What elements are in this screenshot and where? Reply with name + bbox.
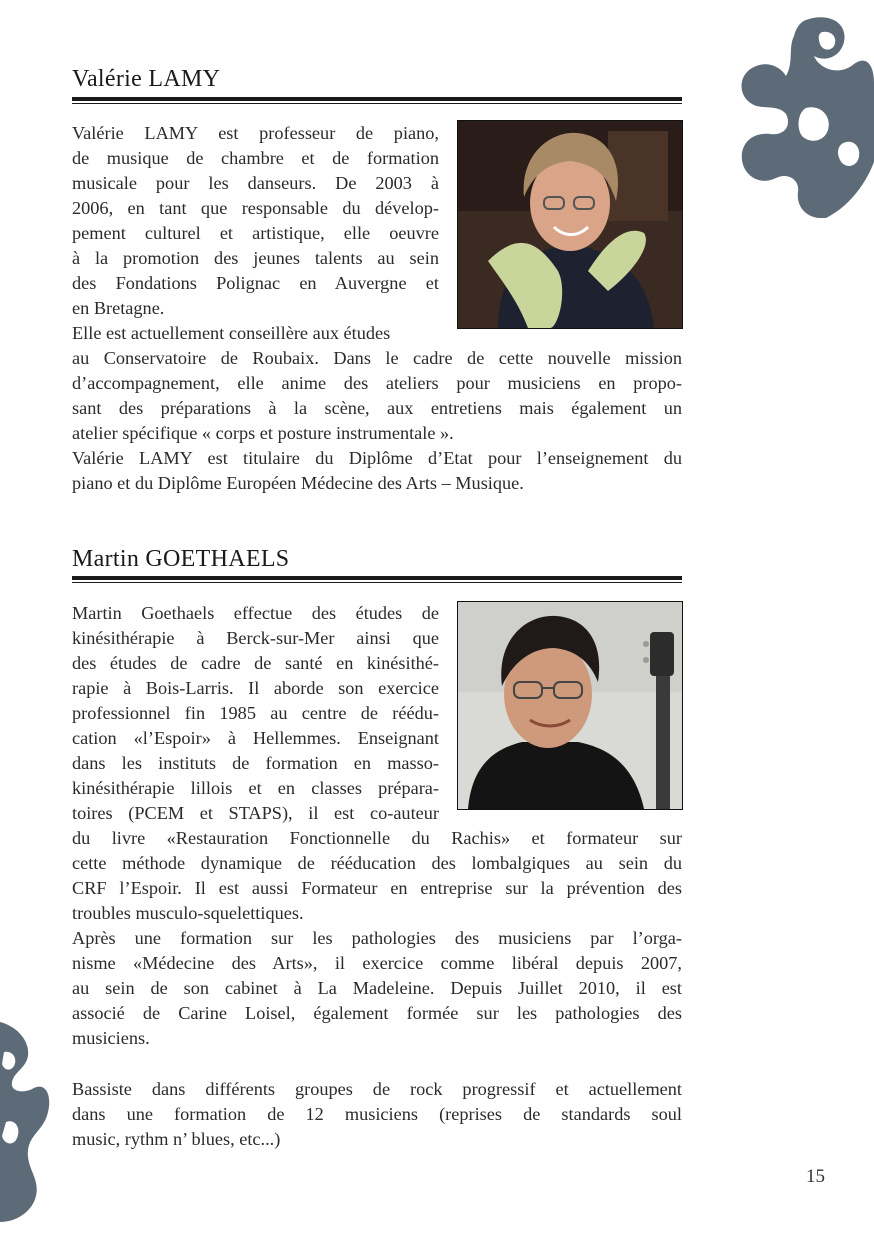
bio-line: à la promotion des jeunes talents au sein: [72, 248, 439, 268]
bio-line: musiciens.: [72, 1028, 150, 1048]
bio-line: music, rythm n’ blues, etc...): [72, 1129, 281, 1149]
title-rule: [72, 576, 682, 583]
section-title: Martin GOETHAELS: [72, 546, 290, 572]
bio-line: d’accompagnement, elle anime des ateliers pour musiciens en propo-: [72, 373, 682, 393]
bio-line: du livre «Restauration Fonctionnelle du Rachis» et formateur sur: [72, 828, 682, 848]
bio-line: Elle est actuellement conseillère aux études: [72, 323, 391, 343]
bio-line: atelier spécifique « corps et posture instrumentale ».: [72, 423, 454, 443]
bio-line: Martin Goethaels effectue des études de: [72, 603, 439, 623]
bio-line: des Fondations Polignac en Auvergne et: [72, 273, 439, 293]
bio-line: professionnel fin 1985 au centre de réédu-: [72, 703, 439, 723]
martin-goethaels-photo: [457, 601, 683, 810]
section-title: Valérie LAMY: [72, 66, 221, 92]
bio-line: piano et du Diplôme Européen Médecine des Arts – Musique.: [72, 473, 524, 493]
bio-line: dans une formation de 12 musiciens (reprises de standards soul: [72, 1104, 682, 1124]
bio-line: Bassiste dans différents groupes de rock progressif et actuellement: [72, 1079, 682, 1099]
bio-line: au sein de son cabinet à La Madeleine. Depuis Juillet 2010, il est: [72, 978, 682, 998]
bio-line: kinésithérapie lillois et en classes prépara-: [72, 778, 439, 798]
bio-line: nisme «Médecine des Arts», il exercice comme libéral depuis 2007,: [72, 953, 682, 973]
page-number: 15: [806, 1166, 825, 1187]
bio-line: pement culturel et artistique, elle oeuvre: [72, 223, 439, 243]
bio-line: musicale pour les danseurs. De 2003 à: [72, 173, 439, 193]
bio-line: associé de Carine Loisel, également formée sur les pathologies des: [72, 1003, 682, 1023]
title-rule: [72, 97, 682, 104]
bio-line: des études de cadre de santé en kinésithé-: [72, 653, 439, 673]
ornament-top-right: [736, 12, 874, 218]
bio-line: rapie à Bois-Larris. Il aborde son exercice: [72, 678, 439, 698]
bio-line: kinésithérapie à Berck-sur-Mer ainsi que: [72, 628, 439, 648]
bio-line: toires (PCEM et STAPS), il est co-auteur: [72, 803, 439, 823]
bio-line: en Bretagne.: [72, 298, 165, 318]
bio-line: Valérie LAMY est titulaire du Diplôme d’Etat pour l’enseignement du: [72, 448, 682, 468]
bio-line: sant des préparations à la scène, aux entretiens mais également un: [72, 398, 682, 418]
valerie-lamy-photo: [457, 120, 683, 329]
bio-line: Après une formation sur les pathologies des musiciens par l’orga-: [72, 928, 682, 948]
bio-line: cette méthode dynamique de rééducation des lombalgiques au sein du: [72, 853, 682, 873]
ornament-bottom-left: [0, 1022, 52, 1222]
bio-line: CRF l’Espoir. Il est aussi Formateur en entreprise sur la prévention des: [72, 878, 682, 898]
bio-line: Valérie LAMY est professeur de piano,: [72, 123, 439, 143]
bio-line: 2006, en tant que responsable du dévelop-: [72, 198, 439, 218]
bio-line: troubles musculo-squelettiques.: [72, 903, 304, 923]
bio-line: de musique de chambre et de formation: [72, 148, 439, 168]
bio-line: cation «l’Espoir» à Hellemmes. Enseignant: [72, 728, 439, 748]
bio-line: au Conservatoire de Roubaix. Dans le cadre de cette nouvelle mission: [72, 348, 682, 368]
bio-line: dans les instituts de formation en masso-: [72, 753, 439, 773]
